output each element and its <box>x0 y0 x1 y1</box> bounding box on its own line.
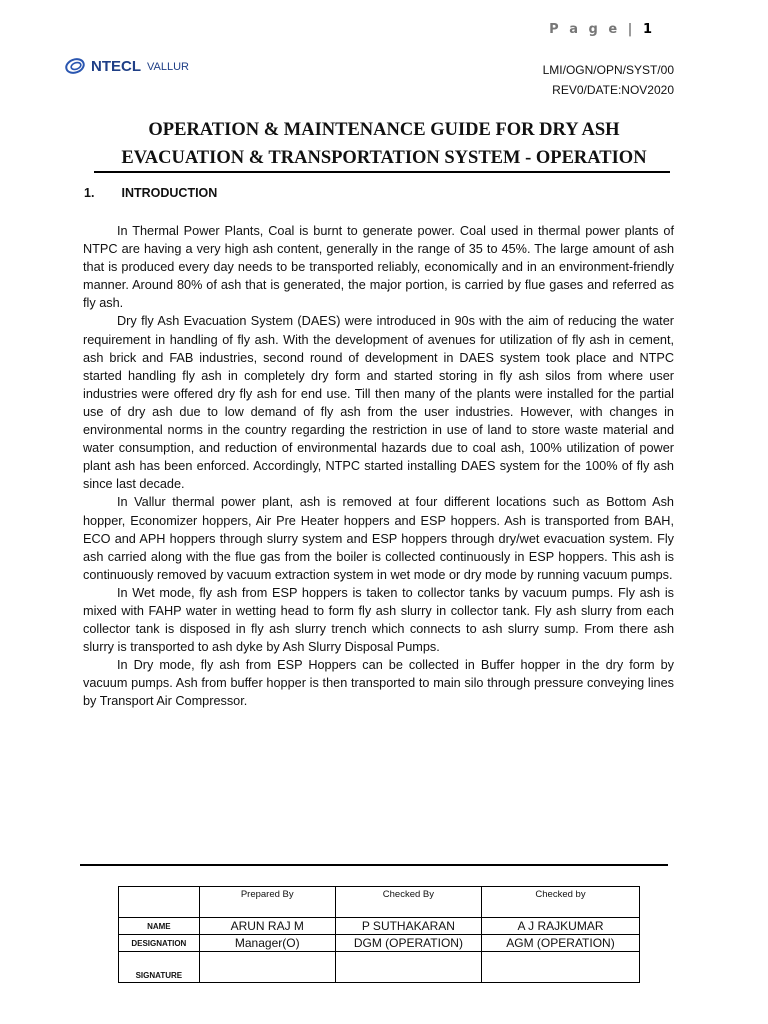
table-cell: P SUTHAKARAN <box>335 918 481 935</box>
table-cell: A J RAJKUMAR <box>481 918 639 935</box>
title-divider <box>94 171 670 173</box>
table-header-row <box>119 887 640 918</box>
table-row <box>119 918 640 935</box>
table-row <box>119 935 640 952</box>
title-line-2: EVACUATION & TRANSPORTATION SYSTEM - OPERATION <box>121 148 647 168</box>
title-line-1: OPERATION & MAINTENANCE GUIDE FOR DRY ASH <box>148 120 620 140</box>
document-reference <box>543 60 674 100</box>
page-number-value: 1 <box>642 22 652 37</box>
signature-cell <box>335 952 481 983</box>
table-row <box>119 952 640 983</box>
page-label: P a g e | <box>549 22 636 37</box>
footer-divider <box>80 864 668 866</box>
table-cell: Manager(O) <box>199 935 335 952</box>
paragraph: Dry fly Ash Evacuation System (DAES) were introduced in 90s with the aim of reducing the water requirement in handling of fly ash. With the development of avenues for utilization of fly ash in cement, ash brick and FAB industries, second round of development in DAES system took place and NTPC started handling fly ash in completely dry form and started storing in fly ash silos from where user industries were offered dry fly ash for end use. Till then many of the plants were installed for the partial use of dry ash due to low demand of fly ash from the user industries. However, with changes in environmental norms in the country regarding the restriction in use of land to store waste material and water consumption, and reduction of environmental hazards due to coal ash, 100% utilization of power plant ash has been enforced. Accordingly, NTPC started installing DAES system for the 100% of fly ash since last decade. <box>83 314 674 492</box>
row-label-signature: SIGNATURE <box>119 952 200 983</box>
signature-cell <box>199 952 335 983</box>
paragraph: In Wet mode, fly ash from ESP hoppers is taken to collector tanks by vacuum pumps. Fly ash is mixed with FAHP water in wetting head to form fly ash slurry in collector tank. Fly ash slurry from each collector tank is disposed in fly ash slurry trench which connects to ash slurry sump. From there ash slurry is transported to ash dyke by Ash Slurry Disposal Pumps. <box>83 585 674 655</box>
row-label-name: NAME <box>119 918 200 935</box>
table-cell: DGM (OPERATION) <box>335 935 481 952</box>
doc-code: LMI/OGN/OPN/SYST/00 <box>542 63 674 77</box>
section-heading <box>84 186 217 200</box>
logo-brand: NTECL <box>91 57 141 75</box>
document-title <box>60 116 708 172</box>
prepared-by-header: Prepared By <box>199 887 335 918</box>
paragraph: In Thermal Power Plants, Coal is burnt to generate power. Coal used in thermal power plants of NTPC are having a very high ash content, generally in the range of 35 to 45%. The large amount of ash that is produced every day needs to be transported reliably, economically and in an environment-friendly manner. Around 80% of ash that is generated, the major portion, is carried by flue gases and referred as fly ash. <box>83 224 674 311</box>
table-header-cell <box>119 887 200 918</box>
paragraph: In Dry mode, fly ash from ESP Hoppers can be collected in Buffer hopper in the dry form by vacuum pumps. Ash from buffer hopper is then transported to main silo through pressure conveying lines by Transport Air Compressor. <box>83 658 674 709</box>
body-text <box>83 222 674 711</box>
checked-by-header: Checked By <box>335 887 481 918</box>
paragraph: In Vallur thermal power plant, ash is removed at four different locations such as Bottom Ash hopper, Economizer hoppers, Air Pre Heater hoppers and ESP hoppers. Ash is transported from BAH, ECO and APH hoppers through slurry system and ESP hoppers through dry/wet evacuation system. Fly ash carried along with the flue gas from the boiler is collected continuously in ESP hoppers. This ash is continuously removed by vacuum extraction system in wet mode or dry mode by running vacuum pumps. <box>83 495 674 582</box>
doc-revision: REV0/DATE:NOV2020 <box>552 83 674 97</box>
table-cell: ARUN RAJ M <box>199 918 335 935</box>
logo-site: VALLUR <box>147 61 189 73</box>
row-label-designation: DESIGNATION <box>119 935 200 952</box>
section-number: 1. <box>84 186 95 200</box>
ntecl-logo-icon <box>64 56 88 76</box>
checked-by-header-2: Checked by <box>481 887 639 918</box>
section-title: INTRODUCTION <box>121 186 218 200</box>
company-logo <box>64 56 189 76</box>
approval-table <box>118 886 640 983</box>
table-cell: AGM (OPERATION) <box>481 935 639 952</box>
page-number <box>549 22 652 37</box>
signature-cell <box>481 952 639 983</box>
